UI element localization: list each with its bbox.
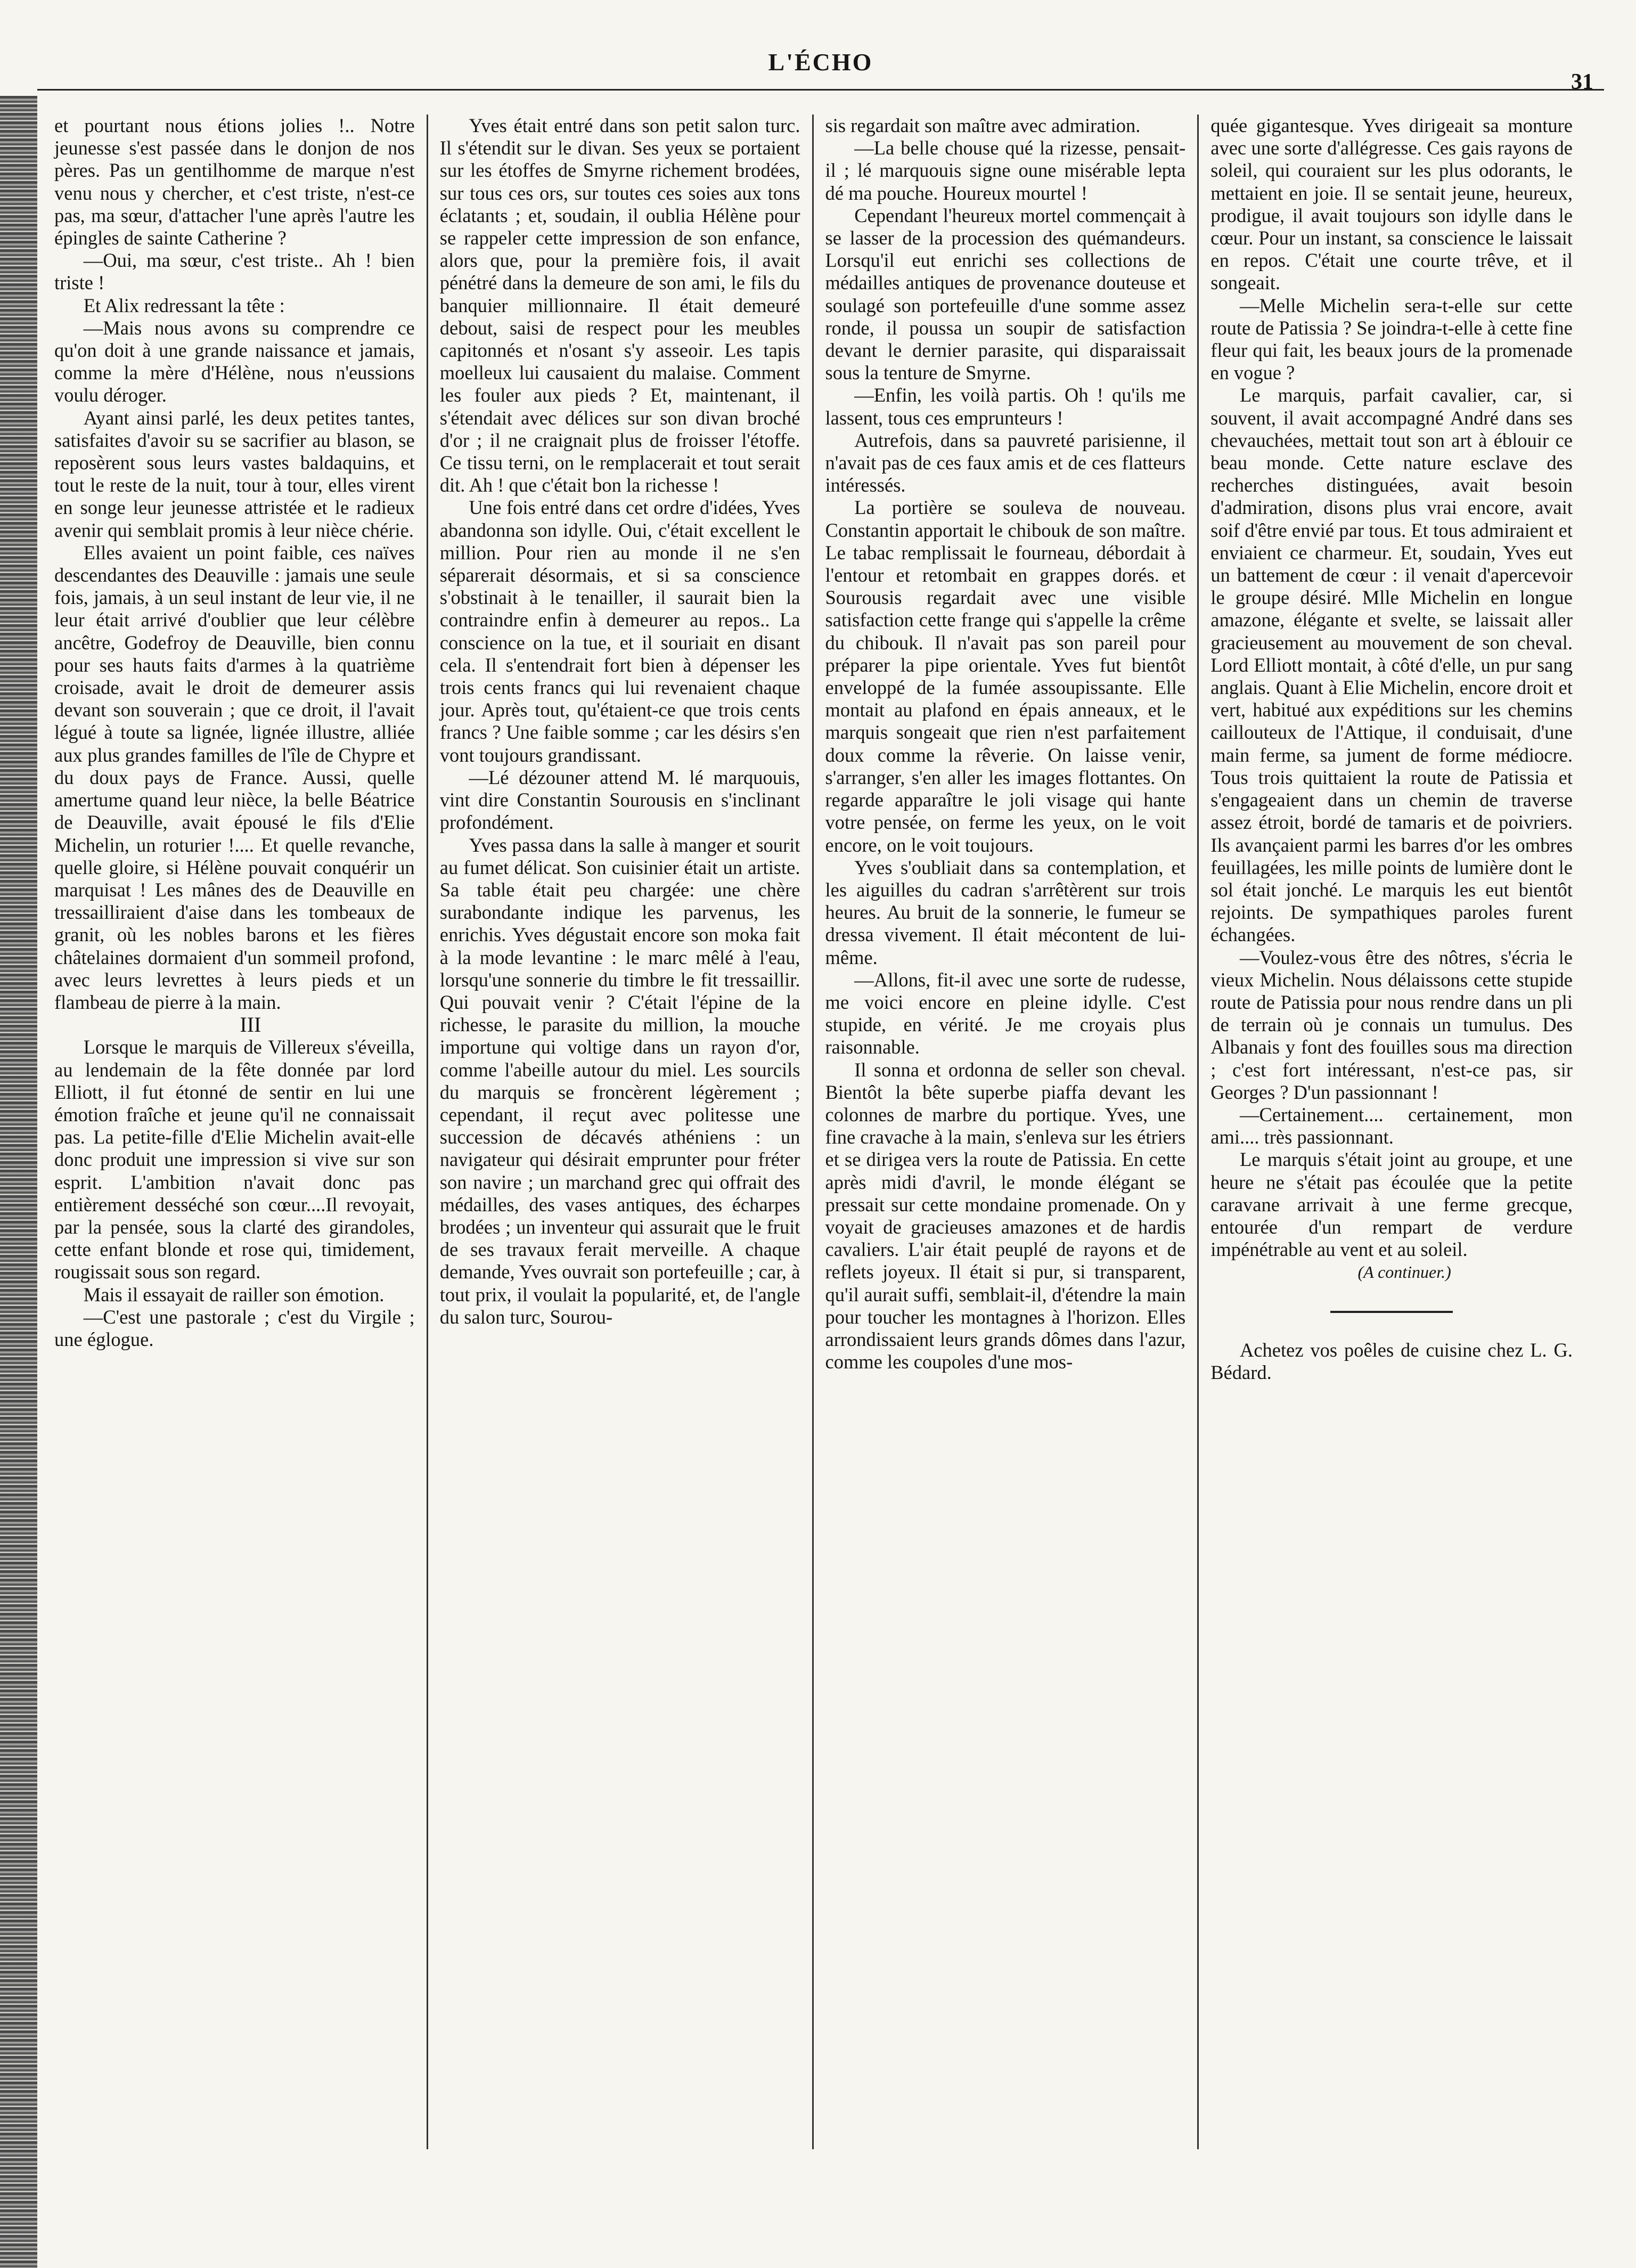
paragraph: Yves était entré dans son petit salon turc. Il s'étendit sur le divan. Ses yeux se portaient sur les étoffes de Smyrne richement brodées, sur tous ces ors, sur toutes ces soies aux tons éclatants ; et, soudain, il oublia Hélène pour se rappeler cette impression de son enfance, alors que, pour la première fois, il avait pénétré dans la demeure de son ami, le fils du banquier millionnaire. Il était demeuré debout, saisi de respect pour les meubles capitonnés et n'osant s'y asseoir. Les tapis moelleux lui causaient du malaise. Comment les fouler aux pieds ? Et, maintenant, il s'étendait avec délices sur son divan broché d'or ; il ne craignait plus de froisser l'étoffe. Ce tissu terni, on le remplacerait et tout serait dit. Ah ! que c'était bon la richesse ! bbox=[439, 115, 800, 496]
header-rule bbox=[37, 89, 1604, 91]
paragraph: quée gigantesque. Yves dirigeait sa monture avec une sorte d'allégresse. Ces gais rayons de soleil, qui couraient sur les plus odorants, le mettaient en joie. Il se sentait jeune, heureux, prodigue, il avait toujours son idylle dans le cœur. Pour un instant, sa conscience le laissait en repos. C'était une courte trêve, et il songeait. bbox=[1210, 115, 1573, 294]
page-number: 31 bbox=[1571, 70, 1593, 94]
scanned-binding-edge bbox=[0, 96, 37, 2268]
paragraph: Ayant ainsi parlé, les deux petites tantes, satisfaites d'avoir su se sacrifier au blason, se reposèrent sous leurs vastes baldaquins, et tout le reste de la nuit, tour à tour, elles virent en songe leur jeunesse attristée et le radieux avenir qui semblait promis à leur nièce chérie. bbox=[54, 406, 415, 541]
paragraph: et pourtant nous étions jolies !.. Notre jeunesse s'est passée dans le donjon de nos pères. Pas un gentilhomme de marque n'est venu nous y chercher, et c'est triste, n'est-ce pas, ma sœur, d'attacher l'une après l'autre les épingles de sainte Catherine ? bbox=[54, 115, 415, 249]
paragraph: La portière se souleva de nouveau. Constantin apportait le chibouk de son maître. Le tabac remplissait le fourneau, débordait à l'entour et retombait en grappes dorés. et Sourousis regardait avec une visible satisfaction cette frange qui s'appelle la crême du chibouk. Il n'avait pas son pareil pour préparer la pipe orientale. Yves fut bientôt enveloppé de la fumée assoupissante. Elle montait au plafond en épais anneaux, et le marquis songeait que rien n'est parfaitement doux comme la rêverie. On laisse venir, s'arranger, s'en aller les images flottantes. On regarde apparaître le joli visage qui hante votre pensée, on ferme les yeux, on le voit encore, on le voit toujours. bbox=[825, 496, 1186, 856]
paragraph: —Oui, ma sœur, c'est triste.. Ah ! bien triste ! bbox=[54, 249, 415, 294]
paragraph: Le marquis s'était joint au groupe, et une heure ne s'était pas écoulée que la petite caravane arrivait à une ferme grecque, entourée d'un rempart de verdure impénétrable au vent et au soleil. bbox=[1210, 1148, 1573, 1261]
paragraph: —C'est une pastorale ; c'est du Virgile ; une églogue. bbox=[54, 1306, 415, 1350]
paragraph: —Certainement.... certainement, mon ami.... très passionnant. bbox=[1210, 1103, 1573, 1148]
paragraph: Yves s'oubliait dans sa contemplation, et les aiguilles du cadran s'arrêtèrent sur trois heures. Au bruit de la sonnerie, le fumeur se dressa vivement. Il était mécontent de lui-même. bbox=[825, 856, 1186, 968]
paragraph: —Mais nous avons su comprendre ce qu'on doit à une grande naissance et jamais, comme la mère d'Hélène, nous n'eussions voulu déroger. bbox=[54, 316, 415, 406]
advertisement: Achetez vos poêles de cuisine chez L. G. Bédard. bbox=[1210, 1339, 1573, 1383]
chapter-heading: III bbox=[240, 1013, 261, 1037]
column-2 bbox=[428, 115, 814, 2149]
article-columns bbox=[43, 115, 1584, 2149]
ornament-divider bbox=[1210, 1295, 1573, 1318]
paragraph: —Melle Michelin sera-t-elle sur cette route de Patissia ? Se joindra-t-elle à cette fine fleur qui fait, les beaux jours de la promenade en vogue ? bbox=[1210, 294, 1573, 384]
to-be-continued: (A continuer.) bbox=[1357, 1262, 1451, 1282]
paragraph: —Enfin, les voilà partis. Oh ! qu'ils me lassent, tous ces emprunteurs ! bbox=[825, 384, 1186, 429]
page-header bbox=[37, 43, 1604, 94]
column-3 bbox=[814, 115, 1199, 2149]
paragraph: Cependant l'heureux mortel commençait à se lasser de la procession des quémandeurs. Lorsqu'il eut enrichi ses collections de médailles antiques de provenance douteuse et soulagé son portefeuille d'une somme assez ronde, il poussa un soupir de satisfaction devant le dernier parasite, qui disparaissait sous la tenture de Smyrne. bbox=[825, 204, 1186, 384]
paragraph: Yves passa dans la salle à manger et sourit au fumet délicat. Son cuisinier était un artiste. Sa table était peu chargée: une chère surabondante indique les parvenus, les enrichis. Yves dégustait encore son moka fait à la mode levantine : le marc mêlé à l'eau, lorsqu'une sonnerie du timbre le fit tressaillir. Qui pouvait venir ? C'était l'épine de la richesse, le parasite du million, la mouche importune qui voltige dans un rayon d'or, comme l'abeille autour du miel. Les sourcils du marquis se froncèrent légèrement ; cependant, il reçut avec politesse une succession de décavés athéniens : un navigateur qui désirait emprunter pour fréter son navire ; un marchand grec qui offrait des médailles, des vases antiques, des écharpes brodées ; un inventeur qui assurait que le fruit de ses travaux ferait merveille. A chaque demande, Yves ouvrait son portefeuille ; car, à tout prix, il voulait la popularité, et, de l'angle du salon turc, Sourou- bbox=[439, 834, 800, 1328]
paragraph: Le marquis, parfait cavalier, car, si souvent, il avait accompagné André dans ses chevauchées, mettait tout son art à éblouir ce beau monde. Cette nature esclave des recherches distinguées, avait besoin d'admiration, disons plus vrai encore, avait soif d'être envié par tous. Et tous admiraient et enviaient ce charmeur. Et, soudain, Yves eut un battement de cœur : il venait d'apercevoir le groupe désiré. Mlle Michelin en longue amazone, élégante et svelte, se laissait aller gracieusement au mouvement de son cheval. Lord Elliott montait, à côté d'elle, un pur sang anglais. Quant à Elie Michelin, encore droit et vert, habitué aux expéditions sur les chemins caillouteux de l'Attique, il conduisait, d'une main ferme, sa jument de forme médiocre. Tous trois quittaient la route de Patissia et s'engageaient dans un chemin de traverse assez étroit, bordé de tamaris et de poivriers. Ils avançaient parmi les barres d'or les ombres feuillagées, les mille points de lumière dont le sol était jonché. Le marquis les eut bientôt rejoints. De sympathiques paroles furent échangées. bbox=[1210, 384, 1573, 946]
column-1 bbox=[43, 115, 428, 2149]
paragraph: —Lé dézouner attend M. lé marquouis, vint dire Constantin Sourousis en s'inclinant profondément. bbox=[439, 766, 800, 834]
paragraph: Et Alix redressant la tête : bbox=[83, 294, 285, 316]
paragraph: —Voulez-vous être des nôtres, s'écria le vieux Michelin. Nous délaissons cette stupide route de Patissia pour nous rendre dans un pli de terrain où je connais un tumulus. Des Albanais y font des fouilles sous ma direction ; c'est fort intéressant, n'est-ce pas, sir Georges ? D'un passionnant ! bbox=[1210, 946, 1573, 1103]
paragraph: Il sonna et ordonna de seller son cheval. Bientôt la bête superbe piaffa devant les colonnes de marbre du portique. Yves, une fine cravache à la main, s'enleva sur les étriers et se dirigea vers la route de Patissia. En cette après midi d'avril, le monde élégant se pressait sur cette mondaine promenade. On y voyait de gracieuses amazones et de hardis cavaliers. L'air était peuplé de rayons et de reflets joyeux. Il était si pur, si transparent, qu'il aurait suffi, semblait-il, d'étendre la main pour toucher les montagnes à l'horizon. Elles arrondissaient leurs grands dômes dans l'azur, comme les coupoles d'une mos- bbox=[825, 1058, 1186, 1373]
paragraph: Autrefois, dans sa pauvreté parisienne, il n'avait pas de ces faux amis et de ces flatteurs intéressés. bbox=[825, 429, 1186, 496]
paragraph: Elles avaient un point faible, ces naïves descendantes des Deauville : jamais une seule fois, jamais, à un seul instant de leur vie, il ne leur était arrivé d'oublier que leur célèbre ancêtre, Godefroy de Deauville, bien connu pour ses hauts faits d'armes à la quatrième croisade, avait le droit de demeurer assis devant son souverain ; que ce droit, il l'avait légué à toute sa lignée, lignée illustre, alliée aux plus grandes familles de l'île de Chypre et du doux pays de France. Aussi, quelle amertume quand leur nièce, la belle Béatrice de Deauville, avait épousé le fils d'Elie Michelin, un roturier !.... Et quelle revanche, quelle gloire, si Hélène pouvait conquérir un marquisat ! Les mânes des de Deauville en tressailliraient d'aise dans les tombeaux de granit, où les nobles barons et les fières châtelaines dormaient d'un sommeil profond, avec leurs levrettes à leurs pieds et un flambeau de pierre à la main. bbox=[54, 541, 415, 1013]
paragraph: —La belle chouse qué la rizesse, pensait-il ; lé marquouis signe oune misérable lepta dé ma pouche. Houreux mourtel ! bbox=[825, 137, 1186, 204]
paragraph: Mais il essayait de railler son émotion. bbox=[83, 1283, 385, 1306]
column-4 bbox=[1199, 115, 1584, 2149]
paragraph: sis regardait son maître avec admiration. bbox=[825, 115, 1141, 136]
newspaper-title: L'ÉCHO bbox=[768, 48, 873, 76]
paragraph: —Allons, fit-il avec une sorte de rudesse, me voici encore en pleine idylle. C'est stupide, en vérité. Je me croyais plus raisonnable. bbox=[825, 968, 1186, 1058]
paragraph: Une fois entré dans cet ordre d'idées, Yves abandonna son idylle. Oui, c'était excellent le million. Pour rien au monde il ne s'en séparerait désormais, et si sa conscience s'obstinait à le tenailler, il saurait bien la contraindre enfin à demeurer au repos.. La conscience on la tue, et il souriait en disant cela. Il s'entendrait fort bien à dépenser les trois cents francs qui lui revenaient chaque jour. Après tout, qu'étaient-ce que trois cents francs ? Une faible somme ; car les désirs s'en vont toujours grandissant. bbox=[439, 496, 800, 766]
paragraph: Lorsque le marquis de Villereux s'éveilla, au lendemain de la fête donnée par lord Elliott, il fut étonné de sentir en lui une émotion fraîche et jeune qu'il ne connaissait pas. La petite-fille d'Elie Michelin avait-elle donc produit une impression si vive sur son esprit. L'ambition n'avait donc pas entièrement desséché son cœur....Il revoyait, par la pensée, sous la clarté des girandoles, cette enfant blonde et rose qui, timidement, rougissait sous son regard. bbox=[54, 1036, 415, 1283]
